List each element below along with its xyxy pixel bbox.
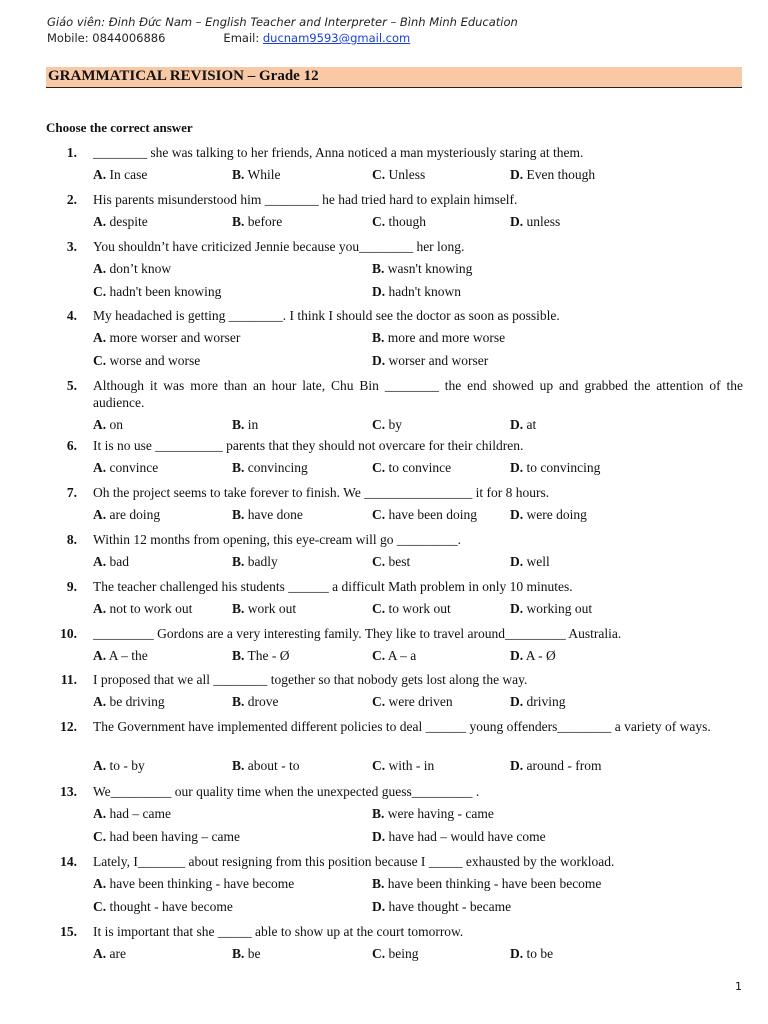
option-text: driving [523, 694, 566, 709]
answer-option[interactable] [232, 693, 279, 710]
option-letter: A. [93, 214, 107, 229]
option-text: While [244, 167, 281, 182]
option-text: being [385, 946, 419, 961]
question-text: My headached is getting ________. I think I should see the doctor as soon as possible. [93, 308, 560, 323]
option-text: to be [523, 946, 554, 961]
answer-option[interactable] [510, 600, 592, 617]
answer-option[interactable] [372, 693, 453, 710]
option-letter: C. [93, 284, 107, 299]
option-text: to - by [106, 758, 145, 773]
answer-option[interactable] [232, 600, 296, 617]
answer-option[interactable] [372, 757, 434, 774]
option-letter: B. [232, 694, 245, 709]
answer-option[interactable] [93, 805, 171, 822]
answer-option[interactable] [232, 416, 258, 433]
question-number: 6. [66, 438, 77, 453]
option-letter: C. [372, 758, 386, 773]
answer-option[interactable] [372, 166, 425, 183]
option-text: with - in [385, 758, 435, 773]
option-letter: B. [372, 876, 385, 891]
answer-option[interactable] [93, 553, 129, 570]
option-letter: A. [93, 460, 107, 475]
answer-option[interactable] [510, 757, 601, 774]
email-link[interactable]: ducnam9593@gmail.com [262, 31, 411, 45]
question-number: 5. [66, 378, 77, 393]
answer-option[interactable] [372, 352, 488, 369]
option-text: convince [106, 460, 159, 475]
answer-option[interactable] [510, 693, 566, 710]
option-letter: D. [510, 460, 524, 475]
answer-option[interactable] [510, 416, 536, 433]
answer-option[interactable] [510, 506, 587, 523]
option-text: on [106, 417, 123, 432]
option-letter: D. [510, 694, 524, 709]
option-letter: D. [372, 899, 386, 914]
answer-option[interactable] [510, 647, 556, 664]
option-letter: D. [372, 284, 386, 299]
answer-option[interactable] [372, 283, 461, 300]
question-number: 4. [66, 308, 77, 323]
option-letter: C. [372, 554, 386, 569]
answer-option[interactable] [372, 329, 505, 346]
option-text: to convincing [523, 460, 601, 475]
option-text: have had – would have come [385, 829, 546, 844]
option-text: are doing [106, 507, 161, 522]
answer-option[interactable] [93, 757, 145, 774]
option-letter: A. [93, 806, 107, 821]
answer-option[interactable] [510, 553, 550, 570]
question-text: Within 12 months from opening, this eye-cream will go _________. [93, 532, 462, 547]
mobile-info: Mobile: 0844006886 [47, 31, 166, 45]
option-letter: C. [372, 460, 386, 475]
question-number: 10. [60, 626, 77, 641]
answer-option[interactable] [372, 416, 402, 433]
option-letter: C. [372, 507, 386, 522]
option-letter: B. [232, 214, 245, 229]
option-text: though [385, 214, 427, 229]
question-number: 14. [60, 854, 77, 869]
option-letter: C. [93, 829, 107, 844]
option-text: in [244, 417, 259, 432]
option-letter: B. [232, 554, 245, 569]
option-text: hadn't been knowing [106, 284, 222, 299]
question-number: 8. [66, 532, 77, 547]
option-letter: B. [372, 806, 385, 821]
option-text: to convince [385, 460, 452, 475]
option-letter: D. [510, 758, 524, 773]
question-number: 1. [66, 145, 77, 160]
answer-option[interactable] [372, 600, 451, 617]
option-letter: A. [93, 330, 107, 345]
option-letter: A. [93, 946, 107, 961]
option-letter: D. [510, 946, 524, 961]
option-text: hadn't known [385, 284, 462, 299]
answer-option[interactable] [372, 647, 416, 664]
answer-option[interactable] [510, 213, 560, 230]
option-letter: A. [93, 648, 107, 663]
option-letter: D. [510, 601, 524, 616]
question-number: 13. [60, 784, 77, 799]
option-text: well [523, 554, 550, 569]
option-letter: B. [232, 601, 245, 616]
question-number: 11. [60, 672, 77, 687]
option-text: best [385, 554, 411, 569]
question-text: It is important that she _____ able to show up at the court tomorrow. [93, 924, 464, 939]
option-text: have been thinking - have been become [384, 876, 602, 891]
answer-option[interactable] [510, 945, 553, 962]
option-text: A – the [106, 648, 148, 663]
answer-option[interactable] [93, 260, 171, 277]
option-text: are [106, 946, 126, 961]
option-letter: A. [93, 507, 107, 522]
option-text: have done [244, 507, 303, 522]
option-letter: C. [372, 417, 386, 432]
answer-option[interactable] [372, 553, 410, 570]
option-letter: C. [372, 167, 386, 182]
option-letter: B. [232, 946, 245, 961]
option-text: wasn't knowing [384, 261, 473, 276]
question-text: Oh the project seems to take forever to finish. We ________________ it for 8 hours. [93, 485, 550, 500]
question-text: You shouldn’t have criticized Jennie because you________ her long. [93, 239, 465, 254]
option-text: have been doing [385, 507, 477, 522]
option-letter: D. [510, 554, 524, 569]
page-title: GRAMMATICAL REVISION – Grade 12 [48, 68, 319, 84]
answer-option[interactable] [372, 459, 451, 476]
option-text: about - to [244, 758, 300, 773]
answer-option[interactable] [93, 506, 160, 523]
question-number: 7. [66, 485, 77, 500]
option-letter: B. [232, 417, 245, 432]
option-letter: D. [372, 829, 386, 844]
option-letter: A. [93, 758, 107, 773]
option-text: around - from [523, 758, 602, 773]
option-letter: A. [93, 554, 107, 569]
question-text: Lately, I_______ about resigning from this position because I _____ exhausted by the workload. [93, 854, 615, 869]
option-letter: B. [372, 261, 385, 276]
option-text: don’t know [106, 261, 172, 276]
option-text: by [385, 417, 402, 432]
option-text: bad [106, 554, 129, 569]
option-text: before [244, 214, 283, 229]
option-letter: A. [93, 694, 107, 709]
answer-option[interactable] [232, 459, 308, 476]
answer-option[interactable] [93, 693, 165, 710]
answer-option[interactable] [93, 945, 126, 962]
option-text: The - Ø [244, 648, 290, 663]
option-letter: A. [93, 167, 107, 182]
option-text: working out [523, 601, 593, 616]
answer-option[interactable] [93, 459, 158, 476]
question-text: _________ Gordons are a very interesting family. They like to travel around_________ Australia. [93, 626, 622, 641]
answer-option[interactable] [372, 506, 477, 523]
option-letter: B. [232, 758, 245, 773]
option-text: to work out [385, 601, 451, 616]
teacher-info: Giáo viên: Đinh Đức Nam – English Teacher and Interpreter – Bình Minh Education [47, 15, 518, 29]
answer-option[interactable] [510, 166, 595, 183]
option-text: despite [106, 214, 148, 229]
answer-option[interactable] [93, 416, 123, 433]
answer-option[interactable] [232, 647, 290, 664]
answer-option[interactable] [93, 600, 192, 617]
option-letter: D. [510, 507, 524, 522]
question-text: His parents misunderstood him ________ he had tried hard to explain himself. [93, 192, 518, 207]
option-letter: A. [93, 261, 107, 276]
option-text: unless [523, 214, 561, 229]
option-letter: B. [372, 330, 385, 345]
answer-option[interactable] [372, 213, 426, 230]
option-text: In case [106, 167, 148, 182]
email-label: Email: [223, 31, 263, 45]
option-letter: A. [93, 876, 107, 891]
option-text: convincing [244, 460, 308, 475]
option-letter: D. [510, 167, 524, 182]
option-text: had been having – came [106, 829, 240, 844]
option-text: work out [244, 601, 297, 616]
answer-option[interactable] [232, 213, 282, 230]
option-text: Unless [385, 167, 426, 182]
question-text: ________ she was talking to her friends, Anna noticed a man mysteriously staring at them. [93, 145, 584, 160]
answer-option[interactable] [372, 945, 419, 962]
answer-option[interactable] [510, 459, 600, 476]
answer-option[interactable] [372, 260, 472, 277]
question-number: 15. [60, 924, 77, 939]
question-text: We_________ our quality time when the unexpected guess_________ . [93, 784, 480, 799]
question-text: It is no use __________ parents that they should not overcare for their children. [93, 438, 524, 453]
question-number: 9. [66, 579, 77, 594]
option-text: A – a [385, 648, 417, 663]
question-number: 3. [66, 239, 77, 254]
option-text: worser and worser [385, 353, 489, 368]
option-letter: D. [510, 648, 524, 663]
option-letter: D. [510, 417, 524, 432]
answer-option[interactable] [232, 506, 303, 523]
instruction-heading: Choose the correct answer [46, 120, 193, 135]
answer-option[interactable] [232, 553, 278, 570]
option-text: A - Ø [523, 648, 556, 663]
option-text: Even though [523, 167, 596, 182]
answer-option[interactable] [93, 875, 294, 892]
answer-option[interactable] [93, 647, 148, 664]
option-text: more and more worse [384, 330, 506, 345]
answer-option[interactable] [232, 166, 281, 183]
option-text: have been thinking - have become [106, 876, 295, 891]
option-letter: B. [232, 167, 245, 182]
option-text: drove [244, 694, 279, 709]
answer-option[interactable] [93, 213, 148, 230]
page-number: 1 [735, 980, 742, 993]
option-letter: C. [372, 214, 386, 229]
question-number: 12. [60, 719, 77, 734]
option-letter: B. [232, 460, 245, 475]
answer-option[interactable] [93, 166, 147, 183]
option-letter: C. [372, 946, 386, 961]
option-text: thought - have become [106, 899, 233, 914]
answer-option[interactable] [372, 898, 511, 915]
option-text: more worser and worser [106, 330, 241, 345]
option-text: be [244, 946, 261, 961]
option-text: have thought - became [385, 899, 512, 914]
question-number: 2. [66, 192, 77, 207]
option-text: badly [244, 554, 278, 569]
option-letter: C. [372, 601, 386, 616]
question-text: The teacher challenged his students ______ a difficult Math problem in only 10 minutes. [93, 579, 573, 594]
option-letter: C. [93, 353, 107, 368]
answer-option[interactable] [93, 352, 200, 369]
question-text: I proposed that we all ________ together so that nobody gets lost along the way. [93, 672, 528, 687]
option-text: at [523, 417, 537, 432]
answer-option[interactable] [372, 805, 494, 822]
question-text: The Government have implemented different policies to deal ______ young offenders________ a variety of ways. [93, 719, 711, 734]
option-letter: C. [372, 694, 386, 709]
option-text: were doing [523, 507, 587, 522]
option-text: be driving [106, 694, 165, 709]
option-text: were having - came [384, 806, 494, 821]
option-text: had – came [106, 806, 171, 821]
answer-option[interactable] [93, 828, 240, 845]
option-letter: A. [93, 601, 107, 616]
answer-option[interactable] [232, 945, 261, 962]
answer-option[interactable] [93, 283, 221, 300]
answer-option[interactable] [372, 875, 601, 892]
option-text: worse and worse [106, 353, 201, 368]
option-letter: C. [372, 648, 386, 663]
answer-option[interactable] [93, 898, 233, 915]
option-letter: D. [372, 353, 386, 368]
option-text: not to work out [106, 601, 193, 616]
option-letter: A. [93, 417, 107, 432]
option-letter: D. [510, 214, 524, 229]
option-text: were driven [385, 694, 453, 709]
question-text: Although it was more than an hour late, Chu Bin ________ the end showed up and grabbed the attention of the audience. [93, 378, 743, 410]
option-letter: B. [232, 648, 245, 663]
answer-option[interactable] [93, 329, 240, 346]
option-letter: C. [93, 899, 107, 914]
option-letter: B. [232, 507, 245, 522]
answer-option[interactable] [372, 828, 546, 845]
answer-option[interactable] [232, 757, 300, 774]
